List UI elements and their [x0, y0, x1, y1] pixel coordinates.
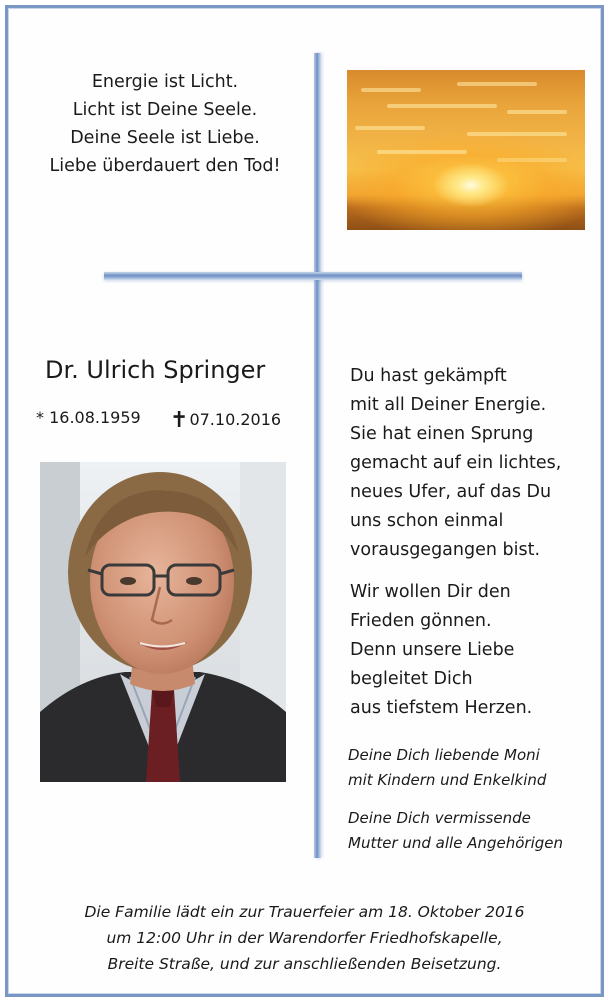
cross-horizontal-beam: [104, 272, 522, 280]
verse-line: Frieden gönnen.: [350, 611, 492, 631]
verse-line: begleitet Dich: [350, 669, 473, 689]
verse-2: [350, 578, 600, 723]
signature-2: [348, 806, 603, 856]
death-date: 07.10.2016: [189, 410, 282, 429]
birth-date: * 16.08.1959: [36, 408, 141, 427]
announcement-line: Breite Straße, und zur anschließenden Beisetzung.: [107, 955, 502, 973]
announcement-line: um 12:00 Uhr in der Warendorfer Friedhofskapelle,: [106, 929, 503, 947]
verse-1: [350, 362, 600, 565]
portrait-photo: [40, 462, 286, 782]
signature-line: mit Kindern und Enkelkind: [348, 771, 547, 789]
verse-line: Denn unsere Liebe: [350, 640, 515, 660]
verse-line: gemacht auf ein lichtes,: [350, 453, 562, 473]
sunset-image: [347, 70, 585, 230]
poem-line: Liebe überdauert den Tod!: [49, 156, 281, 176]
cross-icon: ✝: [170, 408, 189, 433]
verse-line: vorausgegangen bist.: [350, 540, 541, 560]
announcement-line: Die Familie lädt ein zur Trauerfeier am 18. Oktober 2016: [84, 903, 525, 921]
obituary-card: [5, 5, 604, 997]
poem-line: Energie ist Licht.: [91, 72, 239, 92]
signature-line: Mutter und alle Angehörigen: [348, 834, 563, 852]
funeral-announcement: [8, 899, 601, 977]
signature-line: Deine Dich vermissende: [348, 809, 531, 827]
signature-line: Deine Dich liebende Moni: [348, 746, 540, 764]
poem: [28, 68, 302, 180]
verse-line: Wir wollen Dir den: [350, 582, 511, 602]
verse-line: uns schon einmal: [350, 511, 504, 531]
deceased-name: Dr. Ulrich Springer: [45, 356, 266, 384]
verse-line: neues Ufer, auf das Du: [350, 482, 552, 502]
death-date-group: [170, 408, 281, 433]
portrait-illustration: [40, 462, 286, 782]
poem-line: Deine Seele ist Liebe.: [70, 128, 260, 148]
signature-1: [348, 743, 603, 793]
cross-vertical-beam: [314, 53, 321, 858]
verse-line: Sie hat einen Sprung: [350, 424, 534, 444]
verse-line: Du hast gekämpft: [350, 366, 507, 386]
poem-line: Licht ist Deine Seele.: [72, 100, 258, 120]
verse-line: aus tiefstem Herzen.: [350, 698, 533, 718]
verse-line: mit all Deiner Energie.: [350, 395, 547, 415]
